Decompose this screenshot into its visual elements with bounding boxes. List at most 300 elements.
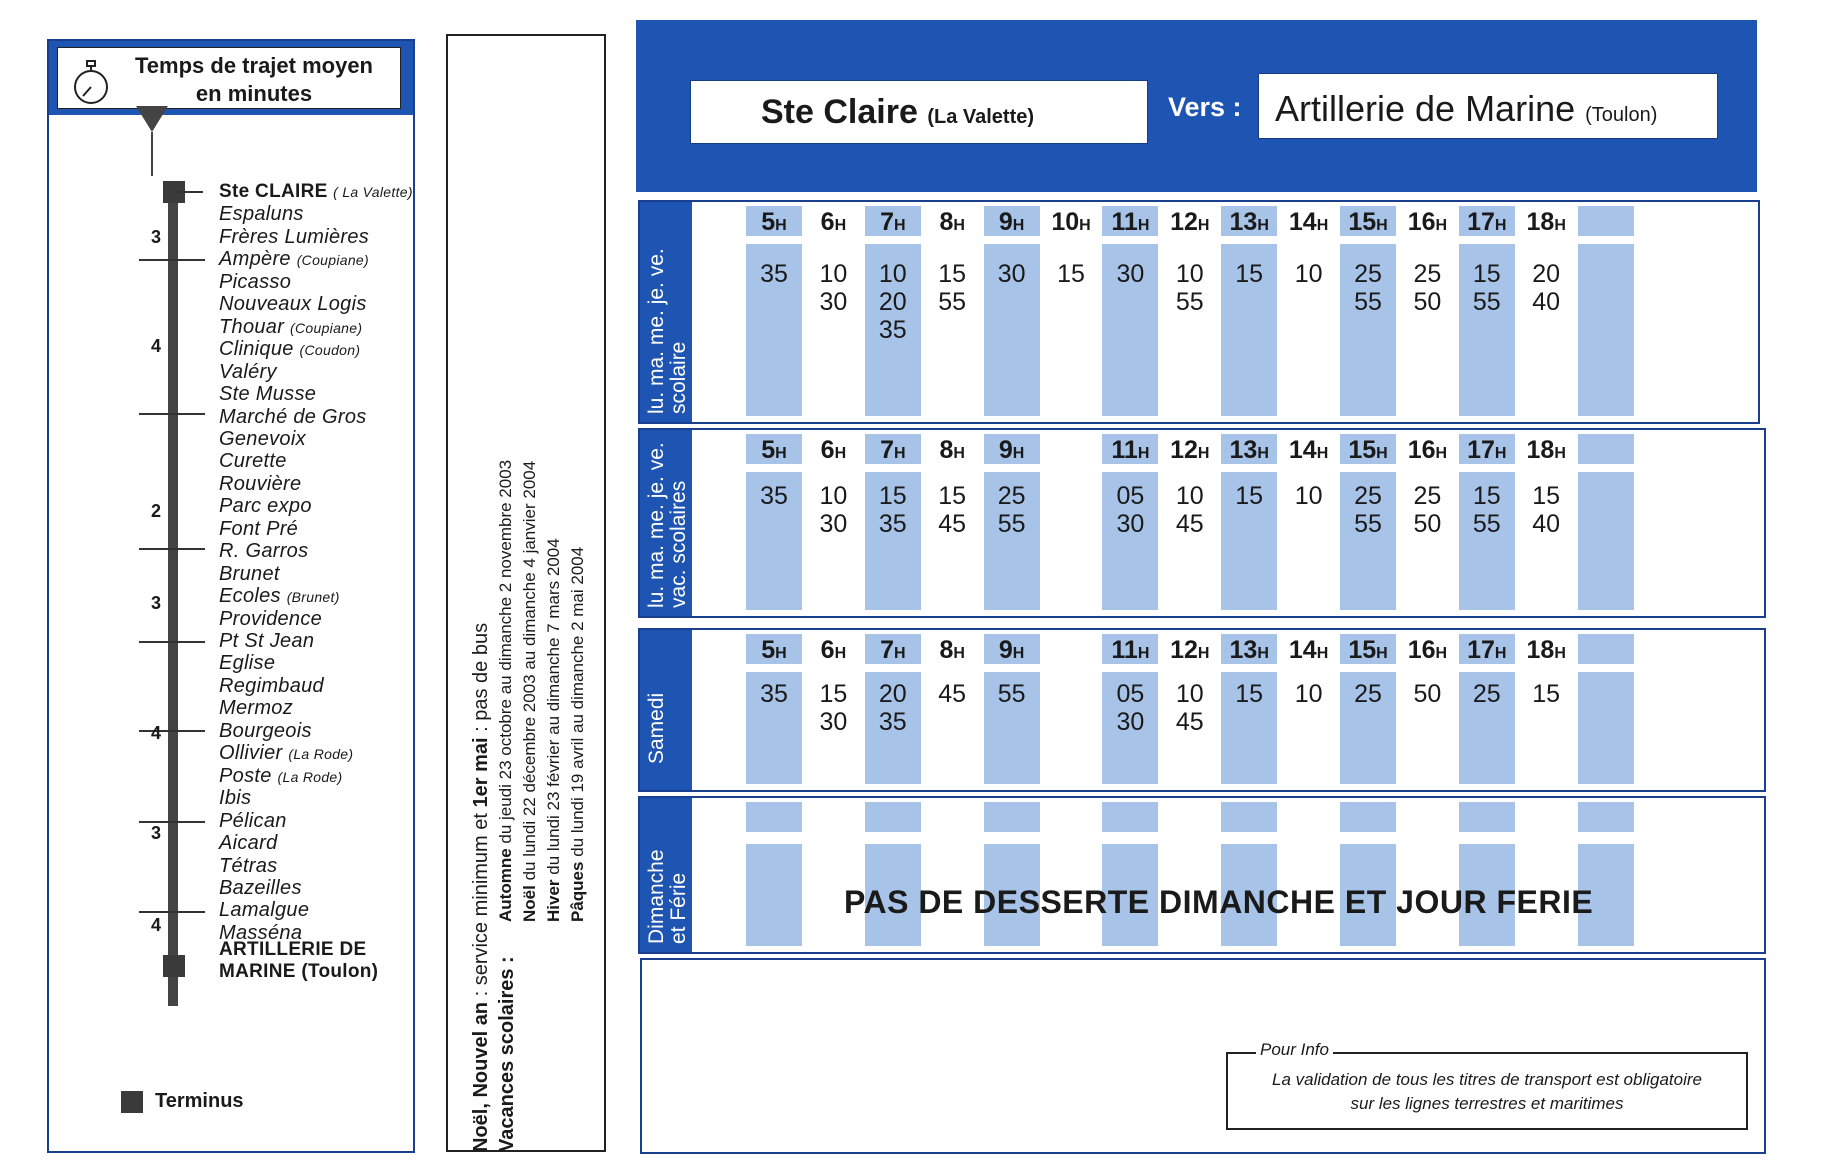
- segment-minutes: 3: [150, 227, 161, 247]
- section-label-band: [640, 630, 692, 790]
- schedule-section: [638, 628, 1766, 792]
- hour-label: [983, 436, 1041, 465]
- hour-value: 13: [1229, 636, 1258, 664]
- hour-label: [1517, 208, 1575, 237]
- hour-suffix: H: [1316, 217, 1329, 234]
- hour-suffix: H: [1494, 645, 1507, 662]
- hour-value: 5: [761, 208, 776, 236]
- departure-minutes: 45: [938, 680, 967, 708]
- departure-minutes: 25 50: [1413, 260, 1442, 316]
- departure-minutes: 15 40: [1532, 482, 1561, 538]
- hour-value: 13: [1229, 436, 1258, 464]
- hour-suffix: H: [893, 645, 906, 662]
- stop-name: Valéry: [219, 360, 277, 383]
- column-stripe: [746, 802, 802, 832]
- departure-minutes: 35: [760, 260, 788, 288]
- departure-minutes: 35: [760, 680, 788, 708]
- hour-suffix: H: [1554, 445, 1566, 462]
- stop-name: Font Pré: [219, 517, 299, 540]
- hour-suffix: H: [834, 445, 847, 462]
- hour-suffix: H: [1257, 645, 1269, 662]
- stop-name: Aicard: [219, 832, 278, 855]
- origin-text: [761, 93, 1034, 132]
- hour-suffix: H: [1012, 445, 1025, 462]
- stop-name: Thouar: [219, 315, 285, 338]
- stop-item: [219, 608, 322, 631]
- stop-item: [219, 450, 287, 473]
- schedule-section: [638, 796, 1766, 954]
- period-name: Noël: [520, 885, 539, 922]
- hour-value: 6: [820, 636, 835, 664]
- stop-name: Pt St Jean: [219, 630, 315, 652]
- column-stripe: [1578, 244, 1634, 416]
- column-stripe: [1578, 672, 1634, 784]
- stop-item: [219, 765, 342, 788]
- hour-value: 11: [1111, 208, 1138, 236]
- hour-label: [745, 208, 803, 237]
- section-label: [646, 248, 690, 414]
- stop-item: [219, 899, 309, 922]
- hour-label: [745, 636, 803, 665]
- stop-note: (La Rode): [277, 768, 343, 785]
- departure-minutes: 05 30: [1116, 680, 1145, 736]
- hour-value: 11: [1111, 636, 1138, 664]
- hour-value: 10: [1051, 208, 1080, 236]
- column-stripe: [1578, 634, 1634, 664]
- section-label-line1: lu. ma. me. je. ve.: [645, 248, 668, 414]
- segment-minutes: 3: [150, 823, 161, 843]
- hour-suffix: H: [1079, 217, 1091, 234]
- stop-name: Tétras: [219, 854, 278, 877]
- hour-suffix: H: [1494, 217, 1507, 234]
- section-label-line1: Dimanche: [645, 849, 668, 944]
- stop-name: Regimbaud: [219, 674, 324, 697]
- period-name: Hiver: [544, 879, 563, 922]
- stop-item: [219, 675, 324, 698]
- departure-minutes: 30: [1116, 260, 1145, 288]
- hour-suffix: H: [1197, 645, 1210, 662]
- departure-minutes: 15: [1057, 260, 1085, 288]
- segment-minutes: 4: [150, 915, 161, 935]
- stop-item: [219, 473, 301, 496]
- pour-info-title: Pour Info: [1256, 1040, 1333, 1060]
- hour-value: 16: [1407, 436, 1436, 464]
- hour-value: 7: [880, 436, 894, 464]
- stop-item: [219, 787, 251, 810]
- period-name: Automne: [496, 848, 515, 922]
- departure-minutes: 15 30: [819, 680, 848, 736]
- departure-minutes: 15 55: [938, 260, 967, 316]
- hour-value: 8: [939, 436, 954, 464]
- hour-suffix: H: [1435, 217, 1448, 234]
- hour-value: 7: [880, 208, 894, 236]
- departure-minutes: 25 55: [997, 482, 1026, 538]
- line-start-triangle-icon: [134, 106, 170, 176]
- stop-name: Lamalgue: [219, 899, 310, 922]
- hour-label: [1161, 436, 1219, 465]
- stop-item: [219, 316, 362, 339]
- period-name: Pâques: [568, 861, 587, 922]
- hour-label: [1280, 208, 1338, 237]
- hour-value: 14: [1288, 436, 1317, 464]
- route-tick: [139, 259, 205, 261]
- hour-suffix: H: [953, 645, 965, 662]
- departure-minutes: 10 30: [819, 260, 848, 316]
- hour-value: 7: [880, 636, 894, 664]
- hour-label: [804, 436, 862, 465]
- vacances-period: [566, 460, 590, 922]
- stop-name: Poste: [219, 764, 272, 787]
- departure-minutes: 15: [1235, 680, 1264, 708]
- departure-minutes: 30: [997, 260, 1026, 288]
- stop-name: Curette: [219, 450, 287, 473]
- segment-minutes: 4: [150, 336, 161, 356]
- route-header-title: [110, 52, 398, 108]
- mayday-text: : pas de bus: [470, 622, 492, 738]
- section-label-line2: et Férie: [667, 872, 690, 944]
- hour-value: 13: [1229, 208, 1258, 236]
- hour-value: 15: [1348, 436, 1377, 464]
- stop-name: Ste Musse: [219, 383, 317, 406]
- hour-label: [1517, 436, 1575, 465]
- stop-item: [219, 563, 280, 586]
- section-label-line2: vac. scolaires: [667, 480, 690, 608]
- hour-value: 11: [1111, 436, 1138, 464]
- stopwatch-icon: [72, 60, 110, 106]
- column-stripe: [865, 802, 921, 832]
- segment-minutes: 2: [150, 501, 161, 521]
- hour-label: [1398, 636, 1456, 665]
- route-tick: [177, 191, 203, 193]
- hour-suffix: H: [1376, 445, 1388, 462]
- stop-item: [219, 203, 304, 226]
- hour-suffix: H: [1137, 645, 1150, 662]
- holiday-service-text: : service minimum et: [470, 807, 492, 1002]
- departure-minutes: 25: [1354, 680, 1382, 708]
- stop-item: [219, 383, 316, 406]
- hour-value: 15: [1348, 208, 1377, 236]
- hour-value: 15: [1348, 636, 1377, 664]
- vacances-period: [542, 460, 566, 922]
- stop-item: [219, 810, 287, 833]
- stop-name: R. Garros: [219, 540, 309, 563]
- stop-name: Genevoix: [219, 427, 306, 450]
- departure-minutes: 10 55: [1175, 260, 1204, 316]
- stop-note: (La Rode): [288, 746, 354, 763]
- hour-suffix: H: [834, 217, 847, 234]
- hour-suffix: H: [1554, 645, 1566, 662]
- column-stripe: [984, 802, 1040, 832]
- stop-name: Marché de Gros: [219, 405, 367, 428]
- stop-item: [219, 226, 369, 249]
- hour-label: [1280, 636, 1338, 665]
- destination-text: [1275, 88, 1657, 130]
- column-stripe: [1578, 206, 1634, 236]
- route-tick: [139, 548, 205, 550]
- info-panel: [446, 34, 606, 1152]
- departure-minutes: 50: [1413, 680, 1442, 708]
- hour-suffix: H: [1435, 645, 1448, 662]
- stop-name: Pélican: [219, 809, 287, 832]
- hour-value: 12: [1170, 436, 1198, 464]
- departure-minutes: 15 55: [1472, 482, 1501, 538]
- departure-minutes: 05 30: [1116, 482, 1145, 538]
- destination-note: (Toulon): [1585, 104, 1658, 126]
- no-service-notice: PAS DE DESSERTE DIMANCHE ET JOUR FERIE: [844, 884, 1594, 920]
- route-header: [49, 41, 413, 115]
- stop-note: ( La Valette): [333, 184, 413, 200]
- stop-item: [219, 248, 369, 271]
- departure-minutes: 10 20 35: [878, 260, 907, 344]
- hour-label: [923, 436, 981, 465]
- pour-info-line2: sur les lignes terrestres et maritimes: [1350, 1094, 1624, 1113]
- origin-name: Ste Claire: [761, 93, 918, 131]
- hour-label: [1339, 436, 1397, 465]
- hour-label: [1161, 208, 1219, 237]
- hour-value: 14: [1288, 636, 1317, 664]
- stop-name: Bourgeois: [219, 719, 312, 742]
- hour-suffix: H: [1197, 217, 1210, 234]
- departure-minutes: 10 45: [1175, 680, 1204, 736]
- section-label-line2: scolaire: [667, 341, 690, 414]
- vacances-label: Vacances scolaires :: [496, 956, 518, 1152]
- hour-value: 18: [1526, 636, 1555, 664]
- route-tick: [139, 413, 205, 415]
- section-label: [646, 442, 690, 608]
- route-line: [168, 186, 178, 1006]
- departure-minutes: 15 45: [938, 482, 967, 538]
- stop-note: (Coupiane): [296, 252, 369, 269]
- hour-label: [923, 636, 981, 665]
- stop-name: Masséna: [219, 921, 303, 944]
- stop-name: Ollivier: [219, 742, 283, 765]
- destination-box: [1258, 73, 1718, 139]
- hour-value: 16: [1407, 636, 1436, 664]
- departure-minutes: 15: [1532, 680, 1561, 708]
- hour-label: [1101, 436, 1159, 465]
- stop-item: [219, 518, 298, 541]
- departure-minutes: 10 45: [1175, 482, 1204, 538]
- hour-value: 6: [820, 208, 835, 236]
- hour-label: [745, 436, 803, 465]
- stop-name: Clinique: [219, 338, 294, 361]
- hour-label: [1280, 436, 1338, 465]
- pour-info-text: [1228, 1068, 1746, 1116]
- hour-value: 17: [1467, 436, 1495, 464]
- departure-minutes: 15: [1235, 482, 1264, 510]
- route-tick: [139, 641, 205, 643]
- departure-minutes: 15 35: [878, 482, 907, 538]
- stop-note: (Coupiane): [290, 319, 363, 336]
- stop-name: Ste CLAIRE: [219, 181, 328, 202]
- stop-item: [219, 652, 275, 675]
- departure-minutes: 25 55: [1354, 260, 1382, 316]
- hour-suffix: H: [893, 445, 906, 462]
- hour-suffix: H: [1257, 217, 1269, 234]
- hour-value: 9: [998, 636, 1013, 664]
- hour-label: [983, 208, 1041, 237]
- column-stripe: [1221, 802, 1277, 832]
- hour-label: [864, 208, 922, 237]
- vers-label: Vers :: [1168, 92, 1242, 122]
- section-label-band: [640, 202, 692, 422]
- stop-name: Picasso: [219, 270, 292, 293]
- hour-suffix: H: [775, 445, 787, 462]
- column-stripe: [1578, 472, 1634, 610]
- hour-label: [1161, 636, 1219, 665]
- vacances-block: [494, 52, 590, 1152]
- hour-label: [1339, 636, 1397, 665]
- hour-label: [1101, 208, 1159, 237]
- hour-label: [1220, 436, 1278, 465]
- hour-label: [1101, 636, 1159, 665]
- holiday-service-line: [468, 52, 494, 1152]
- pour-info-line1: La validation de tous les titres de transport est obligatoire: [1272, 1070, 1702, 1089]
- section-label-line1: Samedi: [645, 692, 668, 764]
- stop-item: [219, 742, 353, 765]
- hour-value: 17: [1467, 208, 1495, 236]
- hour-label: [864, 636, 922, 665]
- column-stripe: [1102, 802, 1158, 832]
- pour-info-box: [1226, 1040, 1748, 1130]
- hour-value: 5: [761, 436, 776, 464]
- section-label: [646, 693, 668, 764]
- terminus-legend-label: Terminus: [155, 1090, 244, 1112]
- hour-suffix: H: [834, 645, 847, 662]
- route-title-line1: Temps de trajet moyen: [135, 53, 373, 78]
- section-label-band: [640, 798, 692, 952]
- hour-label: [804, 208, 862, 237]
- column-stripe: [746, 844, 802, 946]
- stop-name: Bazeilles: [219, 876, 302, 899]
- stop-item: [219, 585, 340, 608]
- hour-value: 9: [998, 208, 1013, 236]
- stop-item: [219, 338, 360, 361]
- hour-value: 9: [998, 436, 1013, 464]
- hour-label: [983, 636, 1041, 665]
- stop-name: Providence: [219, 607, 323, 630]
- departure-minutes: 10: [1294, 482, 1323, 510]
- stop-name: Mermoz: [219, 697, 294, 720]
- hour-suffix: H: [1257, 445, 1269, 462]
- hour-suffix: H: [1012, 645, 1025, 662]
- terminus-end-label-1: ARTILLERIE DE: [219, 939, 367, 960]
- hour-suffix: H: [1376, 645, 1388, 662]
- hour-suffix: H: [1197, 445, 1210, 462]
- info-rotated-text: [468, 52, 590, 1152]
- hour-value: 8: [939, 636, 954, 664]
- hour-suffix: H: [1554, 217, 1566, 234]
- hour-label: [1458, 208, 1516, 237]
- stop-name: Frères Lumières: [219, 225, 370, 248]
- hour-value: 12: [1170, 208, 1198, 236]
- terminus-end-marker: [163, 955, 185, 977]
- hour-label: [923, 208, 981, 237]
- stop-name: Ampère: [219, 248, 291, 271]
- stop-name: Brunet: [219, 562, 280, 585]
- vacances-periods: [494, 460, 590, 922]
- stop-name: Ecoles: [219, 585, 281, 608]
- column-stripe: [1459, 802, 1515, 832]
- hour-suffix: H: [1376, 217, 1388, 234]
- terminus-legend-icon: [121, 1091, 143, 1113]
- hour-suffix: H: [953, 445, 965, 462]
- route-header-box: [57, 47, 401, 109]
- hour-label: [1458, 436, 1516, 465]
- stop-note: (Brunet): [286, 589, 340, 606]
- hour-label: [1398, 208, 1456, 237]
- departure-minutes: 10: [1294, 680, 1323, 708]
- hour-label: [804, 636, 862, 665]
- stop-name: Rouvière: [219, 472, 302, 495]
- hour-suffix: H: [1316, 445, 1329, 462]
- departure-minutes: 15 55: [1472, 260, 1501, 316]
- column-stripe: [1578, 434, 1634, 464]
- route-tick: [139, 911, 205, 913]
- section-label-band: [640, 430, 692, 616]
- stop-item: [219, 495, 312, 518]
- stop-item: [219, 428, 306, 451]
- hour-suffix: H: [775, 217, 787, 234]
- period-dates: du lundi 22 décembre 2003 au dimanche 4 janvier 2004: [520, 460, 539, 886]
- stop-item: [219, 181, 413, 203]
- stop-name: Ibis: [219, 787, 252, 810]
- stop-item: [219, 271, 291, 294]
- destination-name: Artillerie de Marine: [1275, 88, 1576, 129]
- stop-item: [219, 540, 308, 563]
- stop-item: [219, 361, 277, 384]
- route-title-line2: en minutes: [195, 81, 313, 106]
- stop-name: Parc expo: [219, 495, 312, 518]
- hour-value: 6: [820, 436, 835, 464]
- route-panel: [47, 39, 415, 1153]
- hour-suffix: H: [1316, 645, 1329, 662]
- hour-suffix: H: [1137, 217, 1150, 234]
- schedule-section: [638, 428, 1766, 618]
- vacances-period: [518, 460, 542, 922]
- origin-box: [690, 80, 1148, 144]
- hour-value: 14: [1288, 208, 1317, 236]
- stop-note: (Coudon): [299, 342, 361, 359]
- departure-minutes: 15: [1235, 260, 1264, 288]
- hour-suffix: H: [1494, 445, 1507, 462]
- hour-label: [864, 436, 922, 465]
- hour-suffix: H: [1137, 445, 1150, 462]
- period-dates: du lundi 23 février au dimanche 7 mars 2004: [544, 538, 563, 880]
- stop-item: [219, 697, 293, 720]
- segment-minutes: 3: [150, 593, 161, 613]
- vacances-period: [494, 460, 518, 922]
- schedule-section: [638, 200, 1760, 424]
- column-stripe: [1578, 802, 1634, 832]
- stop-item: [219, 293, 367, 316]
- departure-minutes: 35: [760, 482, 788, 510]
- stop-item: [219, 630, 314, 653]
- departure-minutes: 20 35: [878, 680, 907, 736]
- stop-name: Nouveaux Logis: [219, 293, 367, 316]
- hour-label: [1458, 636, 1516, 665]
- stop-item: [219, 720, 312, 743]
- hour-label: [1339, 208, 1397, 237]
- stop-item: [219, 855, 277, 878]
- hour-value: 12: [1170, 636, 1198, 664]
- departure-minutes: 55: [997, 680, 1026, 708]
- stop-name: Eglise: [219, 652, 276, 675]
- period-dates: du jeudi 23 octobre au dimanche 2 novembre 2003: [496, 459, 515, 849]
- departure-minutes: 10 30: [819, 482, 848, 538]
- origin-note: (La Valette): [927, 106, 1035, 128]
- terminus-end-label-2: MARINE (Toulon): [219, 961, 379, 982]
